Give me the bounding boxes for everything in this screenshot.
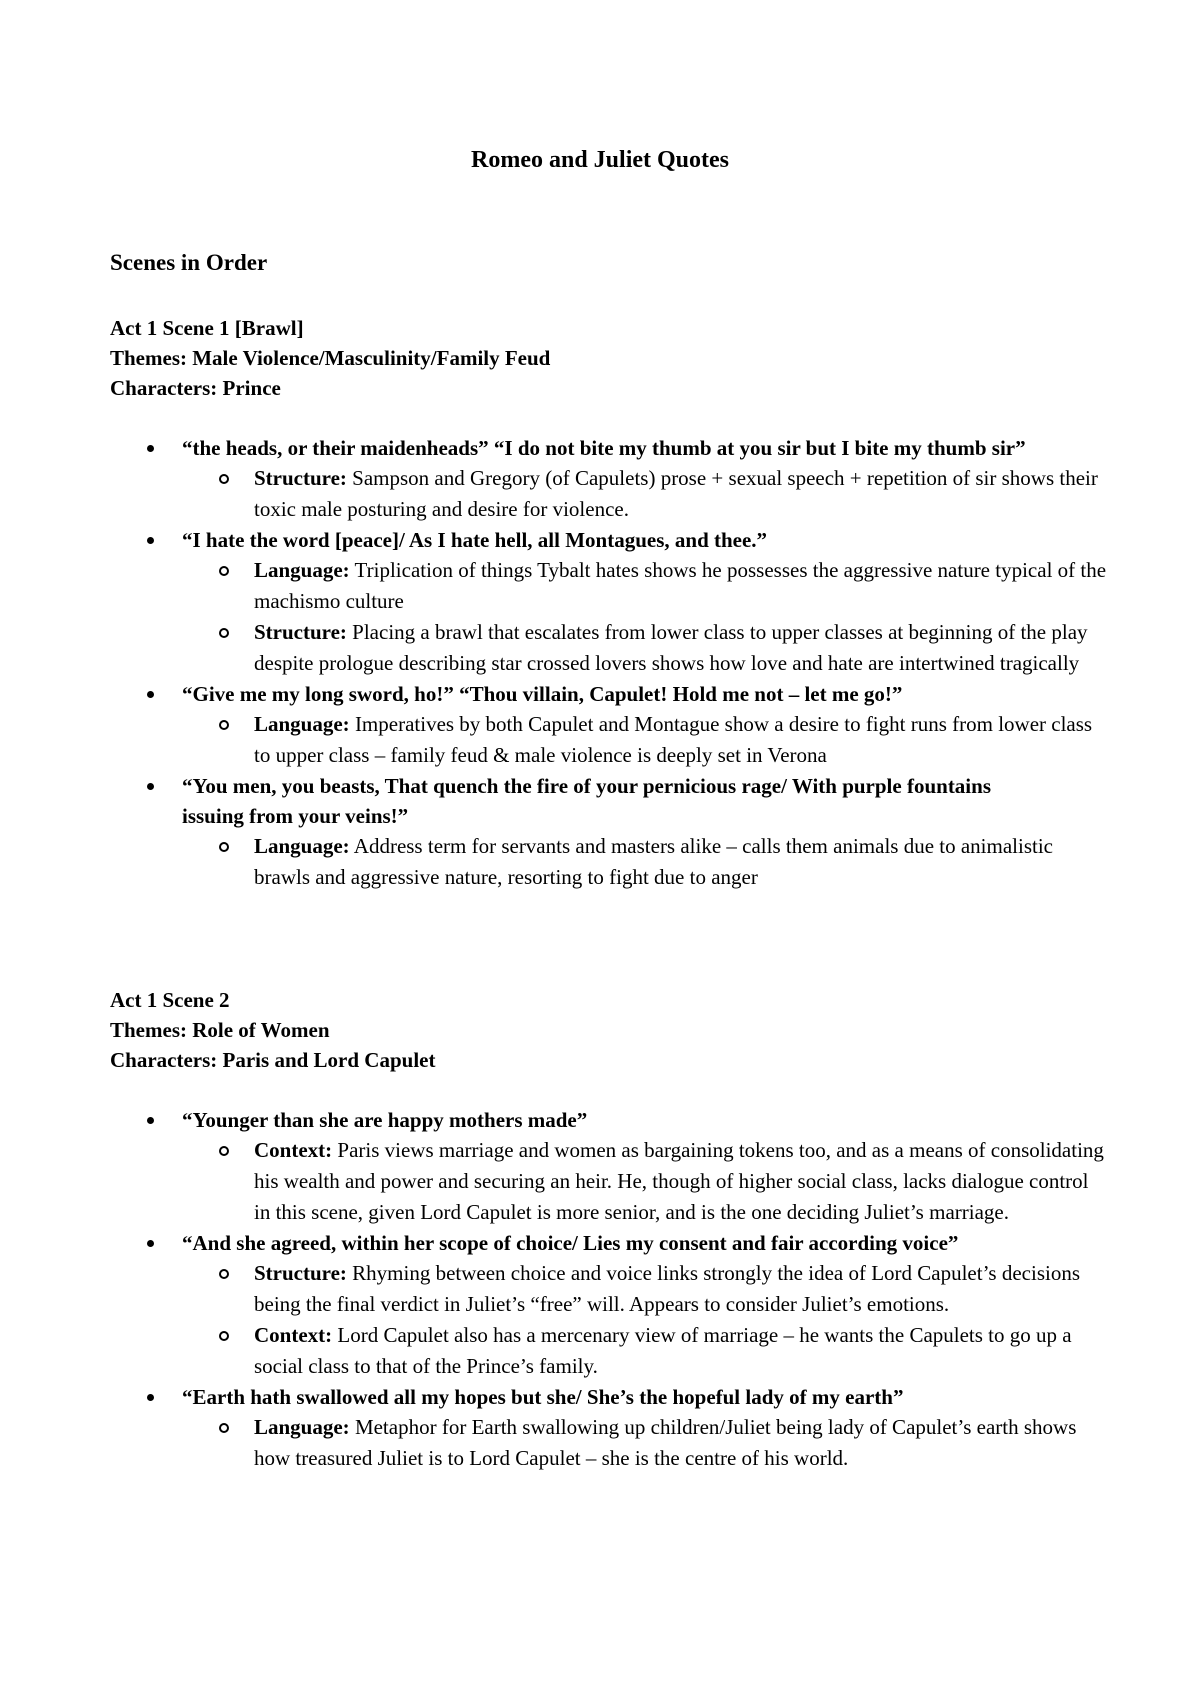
quote-item [110,525,1110,679]
note-item [182,1135,1110,1228]
quote-list [110,1105,1110,1474]
note-item [182,617,1110,679]
note-item [182,1320,1110,1382]
note-item [182,463,1110,525]
note-label: Structure: [254,466,347,490]
note-text: Rhyming between choice and voice links strongly the idea of Lord Capulet’s decisions being the final verdict in Juliet’s “free” will. Appears to consider Juliet’s emotions. [254,1261,1081,1316]
note-item [182,831,1110,893]
quote-text: “And she agreed, within her scope of choice/ Lies my consent and fair according voice” [182,1231,959,1255]
sub-bullet-icon [219,1331,229,1341]
quote-text: “Younger than she are happy mothers made” [182,1108,588,1132]
scene-themes: Themes: Role of Women [110,1018,330,1042]
quote-text: “Earth hath swallowed all my hopes but she/ She’s the hopeful lady of my earth” [182,1385,904,1409]
scene-characters: Characters: Prince [110,376,281,400]
quote-item [110,433,1110,525]
sub-bullet-icon [219,1269,229,1279]
note-list [182,1135,1110,1228]
sub-bullet-icon [219,842,229,852]
quote-item [110,679,1110,771]
note-text: Placing a brawl that escalates from lower class to upper classes at beginning of the play despite prologue describing star crossed lovers shows how love and hate are intertwined tragically [254,620,1088,675]
scene-heading: Act 1 Scene 2 [110,988,230,1012]
quote-text: “the heads, or their maidenheads” “I do not bite my thumb at you sir but I bite my thumb sir” [182,436,1026,460]
sub-bullet-icon [219,474,229,484]
sub-bullet-icon [219,628,229,638]
note-item [182,1258,1110,1320]
sub-bullet-icon [219,1423,229,1433]
section-heading: Scenes in Order [110,250,268,275]
bullet-icon [147,1240,154,1247]
note-label: Language: [254,712,350,736]
note-list [182,463,1110,525]
note-label: Language: [254,834,350,858]
quote-item [110,1105,1110,1228]
bullet-icon [147,691,154,698]
note-item [182,1412,1110,1474]
scene-block-1 [110,313,1110,893]
document-title: Romeo and Juliet Quotes [471,147,729,173]
note-item [182,555,1110,617]
note-text: Sampson and Gregory (of Capulets) prose + sexual speech + repetition of sir shows their toxic male posturing and desire for violence. [254,466,1098,521]
quote-text: “I hate the word [peace]/ As I hate hell, all Montagues, and thee.” [182,528,768,552]
note-label: Structure: [254,1261,347,1285]
sub-bullet-icon [219,566,229,576]
quote-item [110,1382,1110,1474]
note-item [182,709,1110,771]
note-list [182,1412,1110,1474]
note-list [182,555,1110,679]
note-label: Context: [254,1138,333,1162]
bullet-icon [147,537,154,544]
quote-text: “You men, you beasts, That quench the fire of your pernicious rage/ With purple fountains issuing from your veins!” [182,774,991,828]
note-label: Structure: [254,620,347,644]
scene-block-2 [110,985,1110,1474]
note-text: Metaphor for Earth swallowing up children/Juliet being lady of Capulet’s earth shows how treasured Juliet is to Lord Capulet – she is the centre of his world. [254,1415,1077,1470]
bullet-icon [147,1117,154,1124]
quote-item [110,771,1110,893]
quote-list [110,433,1110,893]
note-label: Language: [254,558,350,582]
note-list [182,709,1110,771]
note-text: Imperatives by both Capulet and Montague show a desire to fight runs from lower class to upper class – family feud & male violence is deeply set in Verona [254,712,1093,767]
scene-characters: Characters: Paris and Lord Capulet [110,1048,436,1072]
note-label: Language: [254,1415,350,1439]
scene-themes: Themes: Male Violence/Masculinity/Family Feud [110,346,551,370]
note-text: Triplication of things Tybalt hates shows he possesses the aggressive nature typical of the machismo culture [254,558,1107,613]
quote-item [110,1228,1110,1382]
sub-bullet-icon [219,1146,229,1156]
note-list [182,1258,1110,1382]
note-text: Lord Capulet also has a mercenary view of marriage – he wants the Capulets to go up a social class to that of the Prince’s family. [254,1323,1072,1378]
note-text: Paris views marriage and women as bargaining tokens too, and as a means of consolidating his wealth and power and securing an heir. He, though of higher social class, lacks dialogue control in this scene, given Lord Capulet is more senior, and is the one deciding Juliet’s marriage. [254,1138,1104,1224]
sub-bullet-icon [219,720,229,730]
bullet-icon [147,783,154,790]
note-text: Address term for servants and masters alike – calls them animals due to animalistic brawls and aggressive nature, resorting to fight due to anger [254,834,1054,889]
bullet-icon [147,1394,154,1401]
scene-heading: Act 1 Scene 1 [Brawl] [110,316,304,340]
note-list [182,831,1110,893]
quote-text: “Give me my long sword, ho!” “Thou villain, Capulet! Hold me not – let me go!” [182,682,903,706]
note-label: Context: [254,1323,333,1347]
bullet-icon [147,445,154,452]
